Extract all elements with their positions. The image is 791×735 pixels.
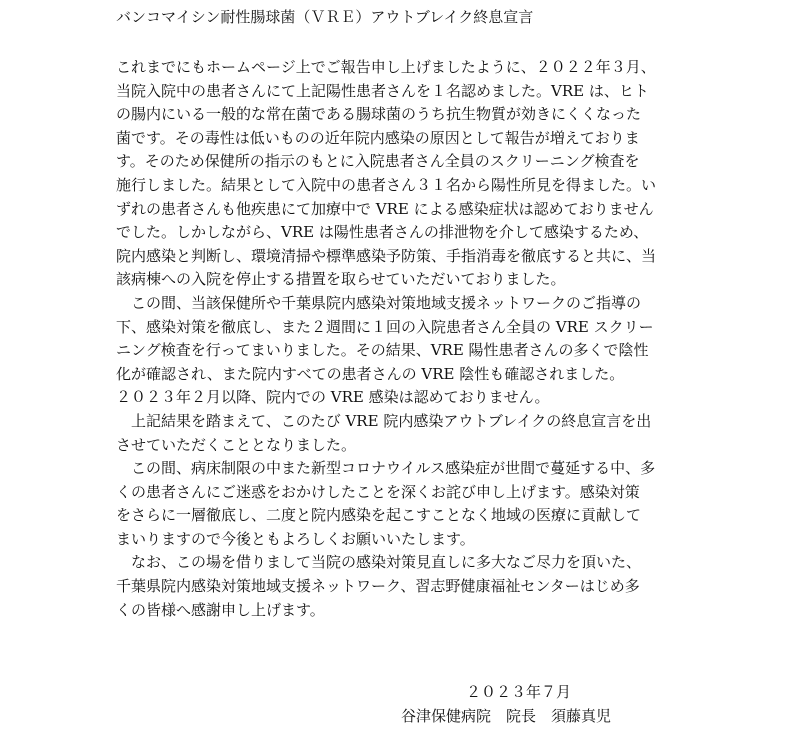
body-line: くの患者さんにご迷惑をおかけしたことを深くお詫び申し上げます。感染対策 [116, 482, 640, 501]
body-line: 千葉県院内感染対策地域支援ネットワーク、習志野健康福祉センターはじめ多 [116, 577, 640, 596]
body-line: 上記結果を踏まえて、このたび VRE 院内感染アウトブレイクの終息宣言を出 [116, 411, 652, 430]
body-line: 院内感染と判断し、環境清掃や標準感染予防策、手指消毒を徹底すると共に、当 [116, 246, 657, 265]
body-line: す。そのため保健所の指示のもとに入院患者さん全員のスクリーニング検査を [116, 152, 640, 171]
document-title: バンコマイシン耐性腸球菌（ＶＲＥ）アウトブレイク終息宣言 [116, 8, 534, 26]
body-line: をさらに一層徹底し、二度と院内感染を起こすことなく地域の医療に貢献して [116, 506, 642, 525]
body-line: 下、感染対策を徹底し、また２週間に１回の入院患者さん全員の VRE スクリー [116, 317, 654, 336]
signature-name: 谷津保健病院 院長 須藤真児 [401, 707, 612, 725]
body-line: ２０２３年２月以降、院内での VRE 感染は認めておりません。 [116, 388, 550, 407]
signature-date: ２０２３年７月 [466, 683, 572, 701]
body-line: なお、この場を借りまして当院の感染対策見直しに多大なご尽力を頂いた、 [116, 553, 642, 572]
body-line: まいりますので今後ともよろしくお願いいたします。 [116, 529, 475, 548]
body-line: ニング検査を行ってまいりました。その結果、VRE 陽性患者さんの多くで陰性 [116, 341, 649, 360]
document-body [116, 56, 696, 622]
body-line: でした。しかしながら、VRE は陽性患者さんの排泄物を介して感染するため、 [116, 223, 649, 242]
body-line: 化が確認され、また院内すべての患者さんの VRE 陰性も確認されました。 [116, 364, 625, 383]
body-line: 該病棟への入院を停止する措置を取らせていただいておりました。 [116, 270, 566, 289]
body-line: 施行しました。結果として入院中の患者さん３１名から陽性所見を得ました。い [116, 175, 657, 194]
body-line: これまでにもホームページ上でご報告申し上げましたように、２０２２年３月、 [116, 58, 656, 76]
body-line: の腸内にいる一般的な常在菌である腸球菌のうち抗生物質が効きにくくなった [116, 105, 642, 124]
body-line: ずれの患者さんも他疾患にて加療中で VRE による感染症状は認めておりません [116, 199, 654, 218]
body-line: 菌です。その毒性は低いものの近年院内感染の原因として報告が増えておりま [116, 128, 640, 147]
body-line: くの皆様へ感謝申し上げます。 [116, 600, 325, 619]
body-line: させていただくこととなりました。 [116, 435, 357, 454]
body-line: 当院入院中の患者さんにて上記陽性患者さんを１名認めました。VRE は、ヒト [116, 81, 649, 100]
body-line: この間、当該保健所や千葉県院内感染対策地域支援ネットワークのご指導の [116, 293, 642, 312]
body-line: この間、病床制限の中また新型コロナウイルス感染症が世間で蔓延する中、多 [116, 459, 656, 478]
